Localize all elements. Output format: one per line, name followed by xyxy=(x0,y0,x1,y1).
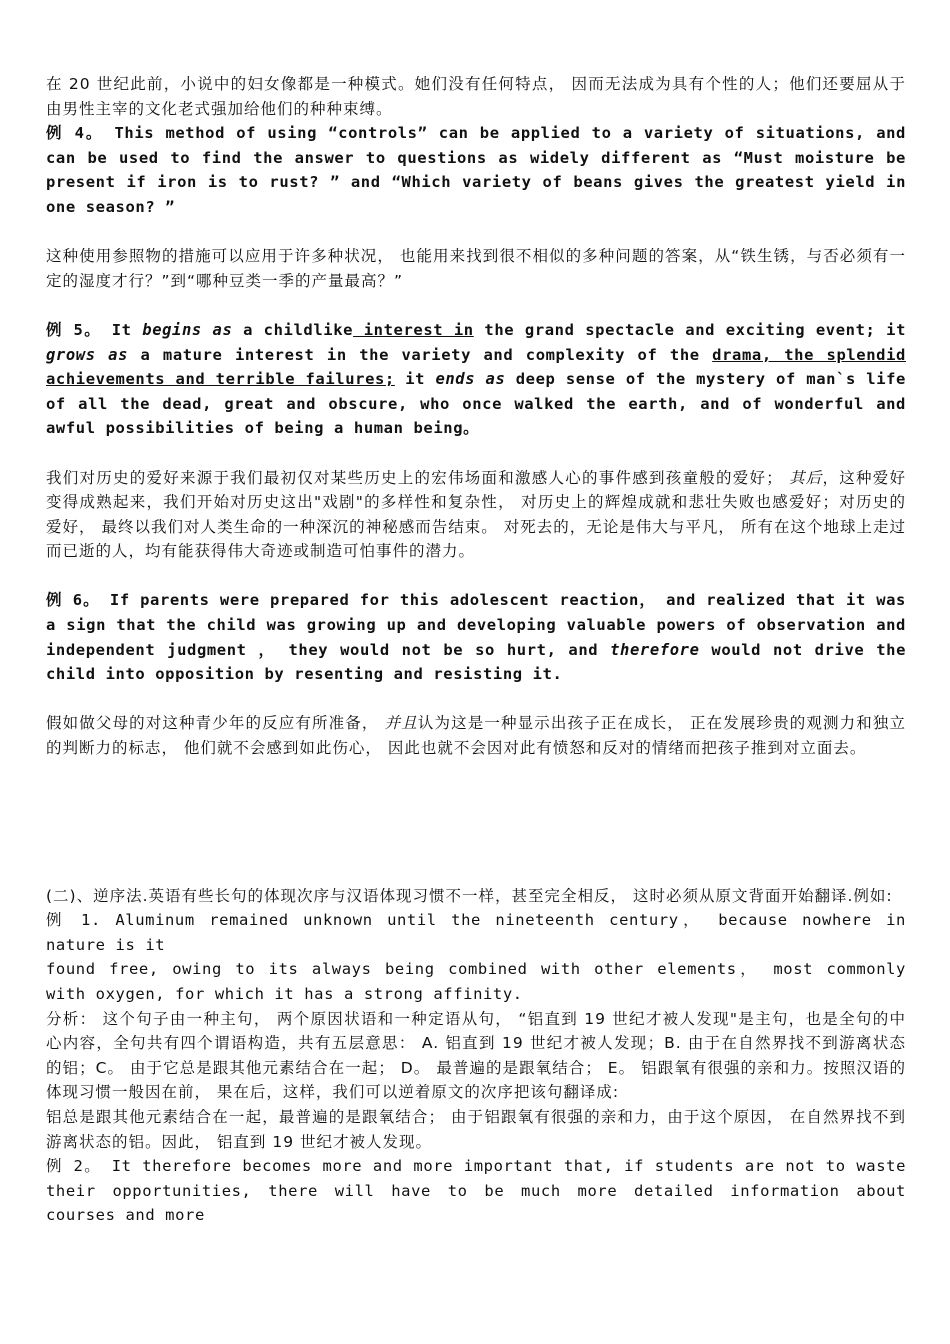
example-4-text: This method of using “controls” can be applied to a variety of situations, and can be used to find the answer to questions as widely different as “Must moisture be present if iron is to rust? ” and “Which variety of beans gives the greatest yield in one season? ” xyxy=(46,124,906,216)
document-page xyxy=(46,72,906,1228)
italic-phrase: grows as xyxy=(46,345,128,364)
text-run: it xyxy=(394,370,436,389)
section-2-analysis: 分析： 这个句子由一种主句， 两个原因状语和一种定语从句， “铝直到 19 世纪才被人发现"是主句，也是全句的中心内容，全句共有四个谓语构造，共有五层意思： A. 铝直到 19 世纪才被人发现；B. 由于在自然界找不到游离状态的铝；C。 由于它总是跟其他元素结合在一起； D。 最普遍的是跟氧结合； E。 铝跟氧有很强的亲和力。按照汉语的体现习惯一般因在前， 果在后，这样，我们可以逆着原文的次序把该句翻译成: xyxy=(46,1009,906,1102)
text-run: a childlike xyxy=(232,320,354,339)
example-4-english xyxy=(46,121,906,219)
italic-phrase: 其后 xyxy=(788,468,823,487)
text-run: ，这种爱好变得成熟起来，我们开始对历史这出"戏剧"的多样性和复杂性， 对历史上的辉煌成就和悲壮失败也感爱好；对历史的爱好， 最终以我们对人类生命的一种深沉的神秘感而告结束。 对死去的，无论是伟大与平凡， 所有在这个地球上走过而已逝的人，均有能获得伟大奇迹或制造可怕事件的潜力。 xyxy=(46,468,906,561)
underlined-phrase: interest in xyxy=(353,320,474,339)
example-5-english xyxy=(46,318,906,441)
section-2-example-2: 例 2。 It therefore becomes more and more important that, if students are not to waste their opportunities, there will have to be much more detailed information about courses and more xyxy=(46,1157,906,1225)
intro-paragraph: 在 20 世纪此前，小说中的妇女像都是一种模式。她们没有任何特点， 因而无法成为具有个性的人；他们还要屈从于由男性主宰的文化老式强加给他们的种种束缚。 xyxy=(46,75,906,118)
example-5-chinese xyxy=(46,466,906,564)
text-run: deep sense of the mystery of man`s life of all the dead, great and obscure, who once walked the earth, and of wonderful and awful possibilities of being a human being。 xyxy=(46,370,906,438)
text-run: would not drive the child into opposition by resenting and resisting it. xyxy=(46,640,906,684)
section-2-example-1-line-b: found free, owing to its always being combined with other elements， most commonly with oxygen, for which it has a strong affinity. xyxy=(46,960,906,1003)
italic-phrase: begins as xyxy=(142,320,233,339)
section-2-heading: (二)、逆序法.英语有些长句的体现次序与汉语体现习惯不一样，甚至完全相反， 这时必须从原文背面开始翻译.例如: xyxy=(46,886,893,905)
example-6-english xyxy=(46,588,906,686)
italic-phrase: 并且 xyxy=(384,714,418,733)
example-4-label: 例 4。 xyxy=(46,124,104,143)
text-run: 我们对历史的爱好来源于我们最初仅对某些历史上的宏伟场面和激感人心的事件感到孩童般的爱好； xyxy=(46,468,789,487)
italic-phrase: ends as xyxy=(435,370,506,389)
text-run: the grand spectacle and exciting event; it xyxy=(473,320,907,339)
example-6-chinese xyxy=(46,711,906,760)
text-run: 假如做父母的对这种青少年的反应有所准备， xyxy=(46,714,385,733)
example-4-chinese: 这种使用参照物的措施可以应用于许多种状况， 也能用来找到很不相似的多种问题的答案，从“铁生锈，与否必须有一定的湿度才行？”到“哪种豆类一季的产量最高？” xyxy=(46,247,906,290)
italic-phrase: therefore xyxy=(610,640,700,659)
example-5-label: 例 5。 xyxy=(46,320,102,339)
text-run: If parents were prepared for this adolescent reaction， and realized that it was a sign that the child was growing up and developing valuable powers of observation and independent judgment ， they would not be so hurt, and xyxy=(46,591,906,659)
section-2-translation: 铝总是跟其他元素结合在一起，最普遍的是跟氧结合； 由于铝跟氧有很强的亲和力，由于这个原因， 在自然界找不到游离状态的铝。因此， 铝直到 19 世纪才被人发现。 xyxy=(46,1107,906,1151)
underlined-phrase: drama, the splendid achievements and terrible failures; xyxy=(46,345,906,389)
text-run: 认为这是一种显示出孩子正在成长， 正在发展珍贵的观测力和独立的判断力的标志， 他们就不会感到如此伤心， 因此也就不会因对此有愤怒和反对的情绪而把孩子推到对立面去。 xyxy=(46,714,906,758)
section-2-example-1-line-a: 例 1. Aluminum remained unknown until the nineteenth century， because nowhere in nature is it xyxy=(46,911,906,954)
text-run: It xyxy=(111,320,143,339)
example-6-label: 例 6。 xyxy=(46,591,100,610)
text-run: a mature interest in the variety and complexity of the xyxy=(128,345,713,364)
